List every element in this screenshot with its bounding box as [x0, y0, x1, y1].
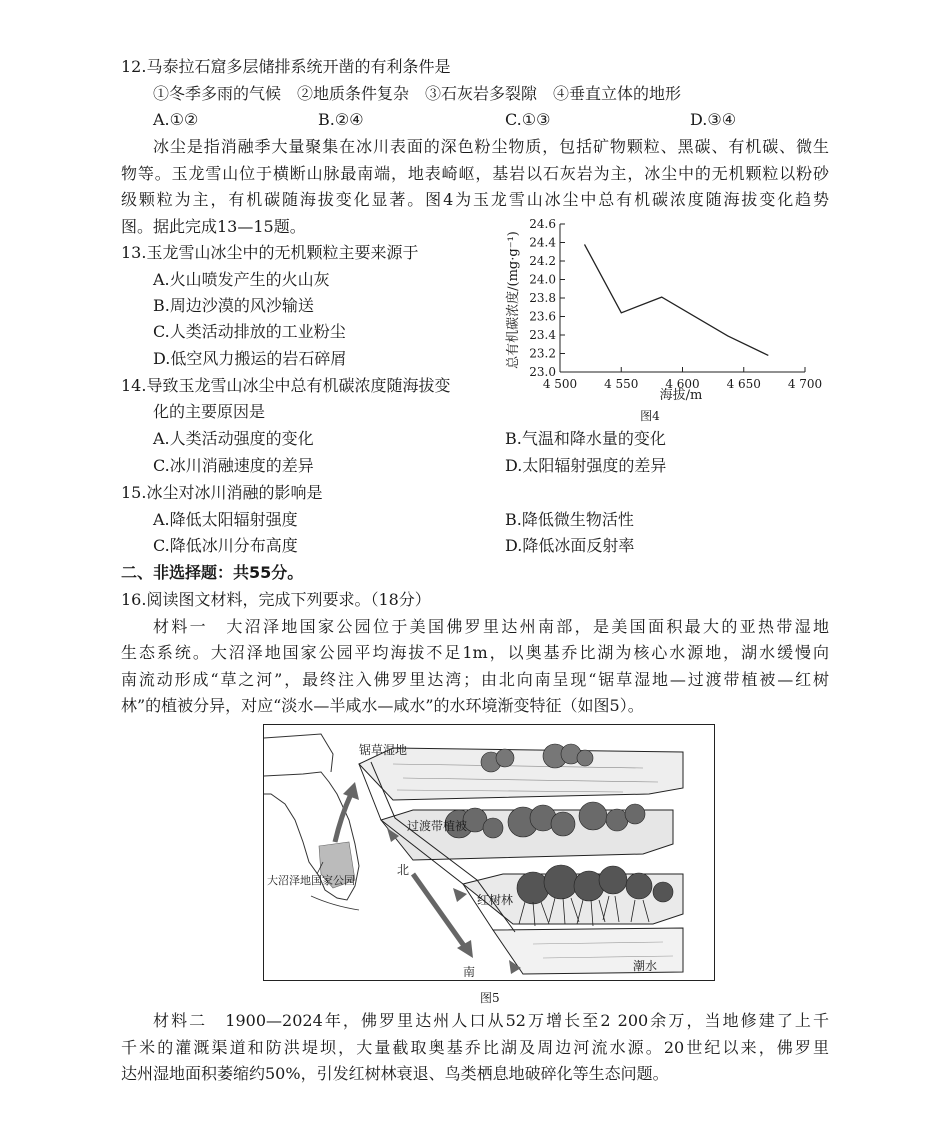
chart-series-line	[585, 244, 769, 355]
q15-option-b: B.降低微生物活性	[505, 510, 634, 529]
label-park: 大沼泽地国家公园	[267, 874, 355, 887]
chart-y-tick-label: 24.0	[529, 272, 556, 287]
chart-x-tick-label: 4 650	[726, 377, 761, 391]
chart-y-tick-label: 24.4	[529, 235, 556, 250]
material1-line: 生态系统。大沼泽地国家公园平均海拔不足1m，以奥基乔比湖为核心水源地，湖水缓慢向	[121, 643, 829, 662]
material1-line: 林”的植被分异，对应“淡水—半咸水—咸水”的水环境渐变特征（如图5）。	[121, 696, 644, 715]
figure5-diagram	[263, 724, 715, 982]
q12-conditions: ①冬季多雨的气候 ②地质条件复杂 ③石灰岩多裂隙 ④垂直立体的地形	[153, 84, 682, 103]
chart-title: 图4	[640, 409, 660, 423]
label-mangrove: 红树林	[477, 893, 514, 907]
chart-x-tick-label: 4 600	[665, 377, 700, 391]
q14-option-b: B.气温和降水量的变化	[505, 429, 666, 448]
material2-line: 千米的灌溉渠道和防洪堤坝，大量截取奥基乔比湖及周边河流水源。20世纪以来，佛罗里	[121, 1038, 829, 1057]
figure5-caption: 图5	[480, 991, 500, 1005]
q14-option-a: A.人类活动强度的变化	[153, 429, 314, 448]
label-sawgrass: 锯草湿地	[359, 743, 408, 757]
chart-y-tick-label: 23.2	[529, 346, 556, 361]
passage1-line: 物等。玉龙雪山位于横断山脉最南端，地表崎岖，基岩以石灰岩为主，冰尘中的无机颗粒以粉砂	[121, 164, 829, 183]
chart-y-tick-label: 24.6	[529, 217, 556, 231]
chart-y-tick-label: 23.6	[529, 309, 556, 324]
q14-stem: 14.导致玉龙雪山冰尘中总有机碳浓度随海拔变	[121, 376, 451, 395]
chart-y-tick-label: 24.2	[529, 254, 556, 268]
q13-option-c: C.人类活动排放的工业粉尘	[153, 322, 346, 341]
chart-y-tick-label: 23.0	[529, 365, 556, 379]
figure4-chart	[495, 212, 835, 424]
q12-option-c: C.①③	[505, 110, 551, 129]
label-north: 北	[397, 863, 410, 877]
q15-stem: 15.冰尘对冰川消融的影响是	[121, 483, 323, 502]
q12-option-d: D.③④	[690, 110, 737, 129]
q12-option-b: B.②④	[318, 110, 364, 129]
label-tide: 潮水	[633, 959, 658, 973]
material1-line: 南流动形成“草之河”，最终注入佛罗里达湾；由北向南呈现“锯草湿地—过渡带植被—红树	[121, 670, 829, 689]
q12-option-a: A.①②	[153, 110, 199, 129]
passage1-line: 级颗粒为主，有机碳随海拔变化显著。图4为玉龙雪山冰尘中总有机碳浓度随海拔变化趋势	[121, 190, 829, 209]
q13-option-b: B.周边沙漠的风沙输送	[153, 296, 314, 315]
q12-stem: 12.马泰拉石窟多层储排系统开凿的有利条件是	[121, 57, 451, 76]
q14-option-c: C.冰川消融速度的差异	[153, 456, 314, 475]
q14-stem: 化的主要原因是	[153, 402, 266, 421]
passage1-line: 图。据此完成13—15题。	[121, 217, 306, 236]
q14-option-d: D.太阳辐射强度的差异	[505, 456, 667, 475]
chart-xlabel: 海拔/m	[659, 388, 703, 403]
chart-y-tick-label: 23.4	[529, 328, 556, 342]
chart-x-tick-label: 4 500	[542, 377, 578, 391]
q13-option-a: A.火山喷发产生的火山灰	[153, 270, 330, 289]
q15-option-d: D.降低冰面反射率	[505, 536, 635, 555]
q15-option-c: C.降低冰川分布高度	[153, 536, 298, 555]
material2-line: 材料二 1900—2024年，佛罗里达州人口从52万增长至2 200余万，当地修建了上千	[153, 1011, 829, 1030]
chart-y-tick-label: 23.8	[529, 291, 556, 305]
material2-line: 达州湿地面积萎缩约50%，引发红树林衰退、鸟类栖息地破碎化等生态问题。	[121, 1064, 669, 1083]
material1-line: 材料一 大沼泽地国家公园位于美国佛罗里达州南部，是美国面积最大的亚热带湿地	[153, 617, 829, 636]
q16-stem: 16.阅读图文材料，完成下列要求。（18分）	[121, 590, 431, 609]
label-transition: 过渡带植被	[407, 819, 468, 833]
sawgrass-strip	[359, 748, 683, 800]
label-south: 南	[463, 965, 476, 979]
chart-x-tick-label: 4 700	[787, 377, 823, 391]
chart-ylabel: 总有机碳浓度/(mg·g⁻¹)	[506, 231, 521, 369]
section-heading: 二、非选择题：共55分。	[121, 563, 304, 582]
passage1-line: 冰尘是指消融季大量聚集在冰川表面的深色粉尘物质，包括矿物颗粒、黑碳、有机碳、微生	[153, 137, 829, 156]
q15-option-a: A.降低太阳辐射强度	[153, 510, 298, 529]
chart-x-tick-label: 4 550	[604, 377, 639, 391]
q13-stem: 13.玉龙雪山冰尘中的无机颗粒主要来源于	[121, 243, 419, 262]
q13-option-d: D.低空风力搬运的岩石碎屑	[153, 349, 347, 368]
